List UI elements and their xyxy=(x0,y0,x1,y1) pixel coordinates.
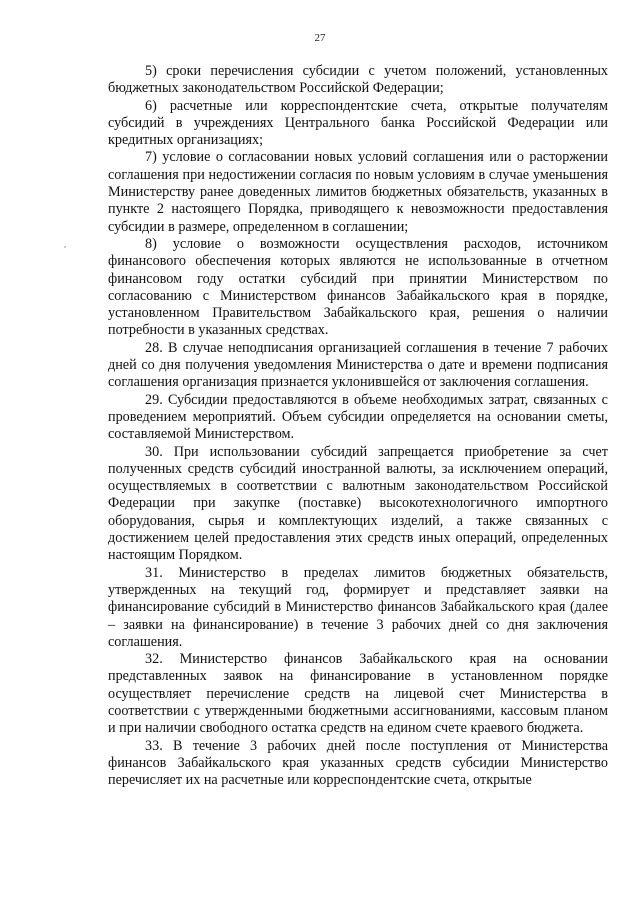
paragraph-clause-29: 29. Субсидии предоставляются в объеме необходимых затрат, связанных с проведением мероприятий. Объем субсидии определяется на основании сметы, составляемой Министерством. xyxy=(108,391,608,443)
paragraph-clause-31: 31. Министерство в пределах лимитов бюджетных обязательств, утвержденных на текущий год, формирует и представляет заявки на финансирование субсидий в Министерство финансов Забайкальского края (далее – заявки на финансирование) в течение 3 рабочих дней со дня заключения соглашения. xyxy=(108,564,608,650)
paragraph-item-8: 8) условие о возможности осуществления расходов, источником финансового обеспечения которых являются не использованные в отчетном финансовом году остатки субсидий при принятии Министерством по согласованию с Министерством финансов Забайкальского края в порядке, установленном Правительством Забайкальского края, решения о наличии потребности в указанных средствах. xyxy=(108,235,608,339)
margin-dot xyxy=(64,246,66,248)
page-number: 27 xyxy=(314,32,326,44)
paragraph-item-5: 5) сроки перечисления субсидии с учетом положений, установленных бюджетных законодательством Российской Федерации; xyxy=(108,63,608,97)
paragraph-clause-32: 32. Министерство финансов Забайкальского края на основании представленных заявок на финансирование в установленном порядке осуществляет перечисление средств на лицевой счет Министерства в соответствии с утвержденными бюджетными ассигнованиями, кассовым планом и при наличии свободного остатка средств на едином счете краевого бюджета. xyxy=(108,651,608,737)
paragraph-clause-30: 30. При использовании субсидий запрещается приобретение за счет полученных средств субсидий иностранной валюты, за исключением операций, осуществляемых в соответствии с валютным законодательством Российской Федерации при закупке (поставке) высокотехнологичного импортного оборудования, сырья и комплектующих изделий, а также связанных с достижением целей предоставления этих средств иных операций, определенных настоящим Порядком. xyxy=(108,443,608,564)
paragraph-item-7: 7) условие о согласовании новых условий соглашения или о расторжении соглашения при недостижении согласия по новым условиям в случае уменьшения Министерству ранее доведенных лимитов бюджетных обязательств, указанных в пункте 2 настоящего Порядка, приводящего к невозможности предоставления субсидии в размере, определенном в соглашении; xyxy=(108,149,608,235)
paragraph-clause-28: 28. В случае неподписания организацией соглашения в течение 7 рабочих дней со дня получения уведомления Министерства о дате и времени подписания соглашения организация признается уклонившейся от заключения соглашения. xyxy=(108,339,608,391)
document-body xyxy=(108,63,608,789)
paragraph-clause-33: 33. В течение 3 рабочих дней после поступления от Министерства финансов Забайкальского края указанных средств субсидии Министерство перечисляет их на расчетные или корреспондентские счета, открытые xyxy=(108,737,608,789)
paragraph-item-6: 6) расчетные или корреспондентские счета, открытые получателям субсидий в учреждениях Центрального банка Российской Федерации или кредитных организациях; xyxy=(108,97,608,149)
